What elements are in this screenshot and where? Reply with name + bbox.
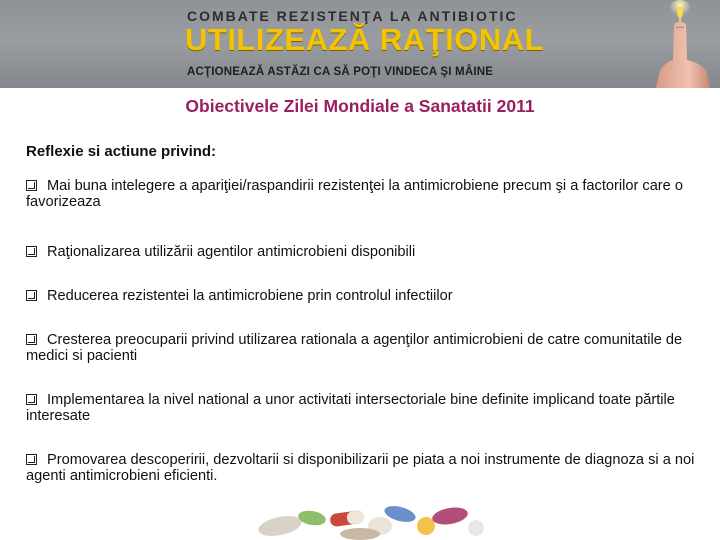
banner-headline: UTILIZEAZĂ RAŢIONAL [185,22,545,57]
objective-item [26,392,716,424]
pointing-finger-icon [640,0,720,88]
objective-item [26,288,716,304]
checkbox-bullet-icon [26,334,37,345]
objective-item [26,332,716,364]
banner-tagline-top: COMBATE REZISTENŢA LA ANTIBIOTIC [187,8,518,24]
checkbox-bullet-icon [26,394,37,405]
objective-text: Promovarea descoperirii, dezvoltarii si disponibilizarii pe piata a noi instrumente de diagnoza si a noi agenti antimicrobieni eficienti. [26,452,695,484]
objective-text: Cresterea preocuparii privind utilizarea rationala a agenţilor antimicrobieni de catre comunitatile de medici si pacienti [26,332,683,364]
checkbox-bullet-icon [26,290,37,301]
objective-text: Mai buna intelegere a apariţiei/raspandirii rezistenţei la antimicrobiene precum şi a factorilor care o favorizeaza [26,178,683,210]
checkbox-bullet-icon [26,454,37,465]
checkbox-bullet-icon [26,246,37,257]
objective-text: Raţionalizarea utilizării agentilor antimicrobieni disponibili [47,244,416,260]
checkbox-bullet-icon [26,180,37,191]
objective-text: Reducerea rezistentei la antimicrobiene prin controlul infectiilor [47,288,453,304]
page-title: Obiectivele Zilei Mondiale a Sanatatii 2011 [185,96,535,116]
objective-item [26,452,716,484]
objective-text: Implementarea la nivel national a unor activitati intersectoriale bine definite implicand toate părtile interesate [26,392,675,424]
pills-image [250,496,490,540]
header-banner [0,0,720,88]
banner-tagline-bottom: ACŢIONEAZĂ ASTĂZI CA SĂ POŢI VINDECA ŞI MÂINE [187,66,494,78]
objective-item [26,244,716,260]
objective-item [26,178,716,210]
section-subheading: Reflexie si actiune privind: [26,143,217,160]
